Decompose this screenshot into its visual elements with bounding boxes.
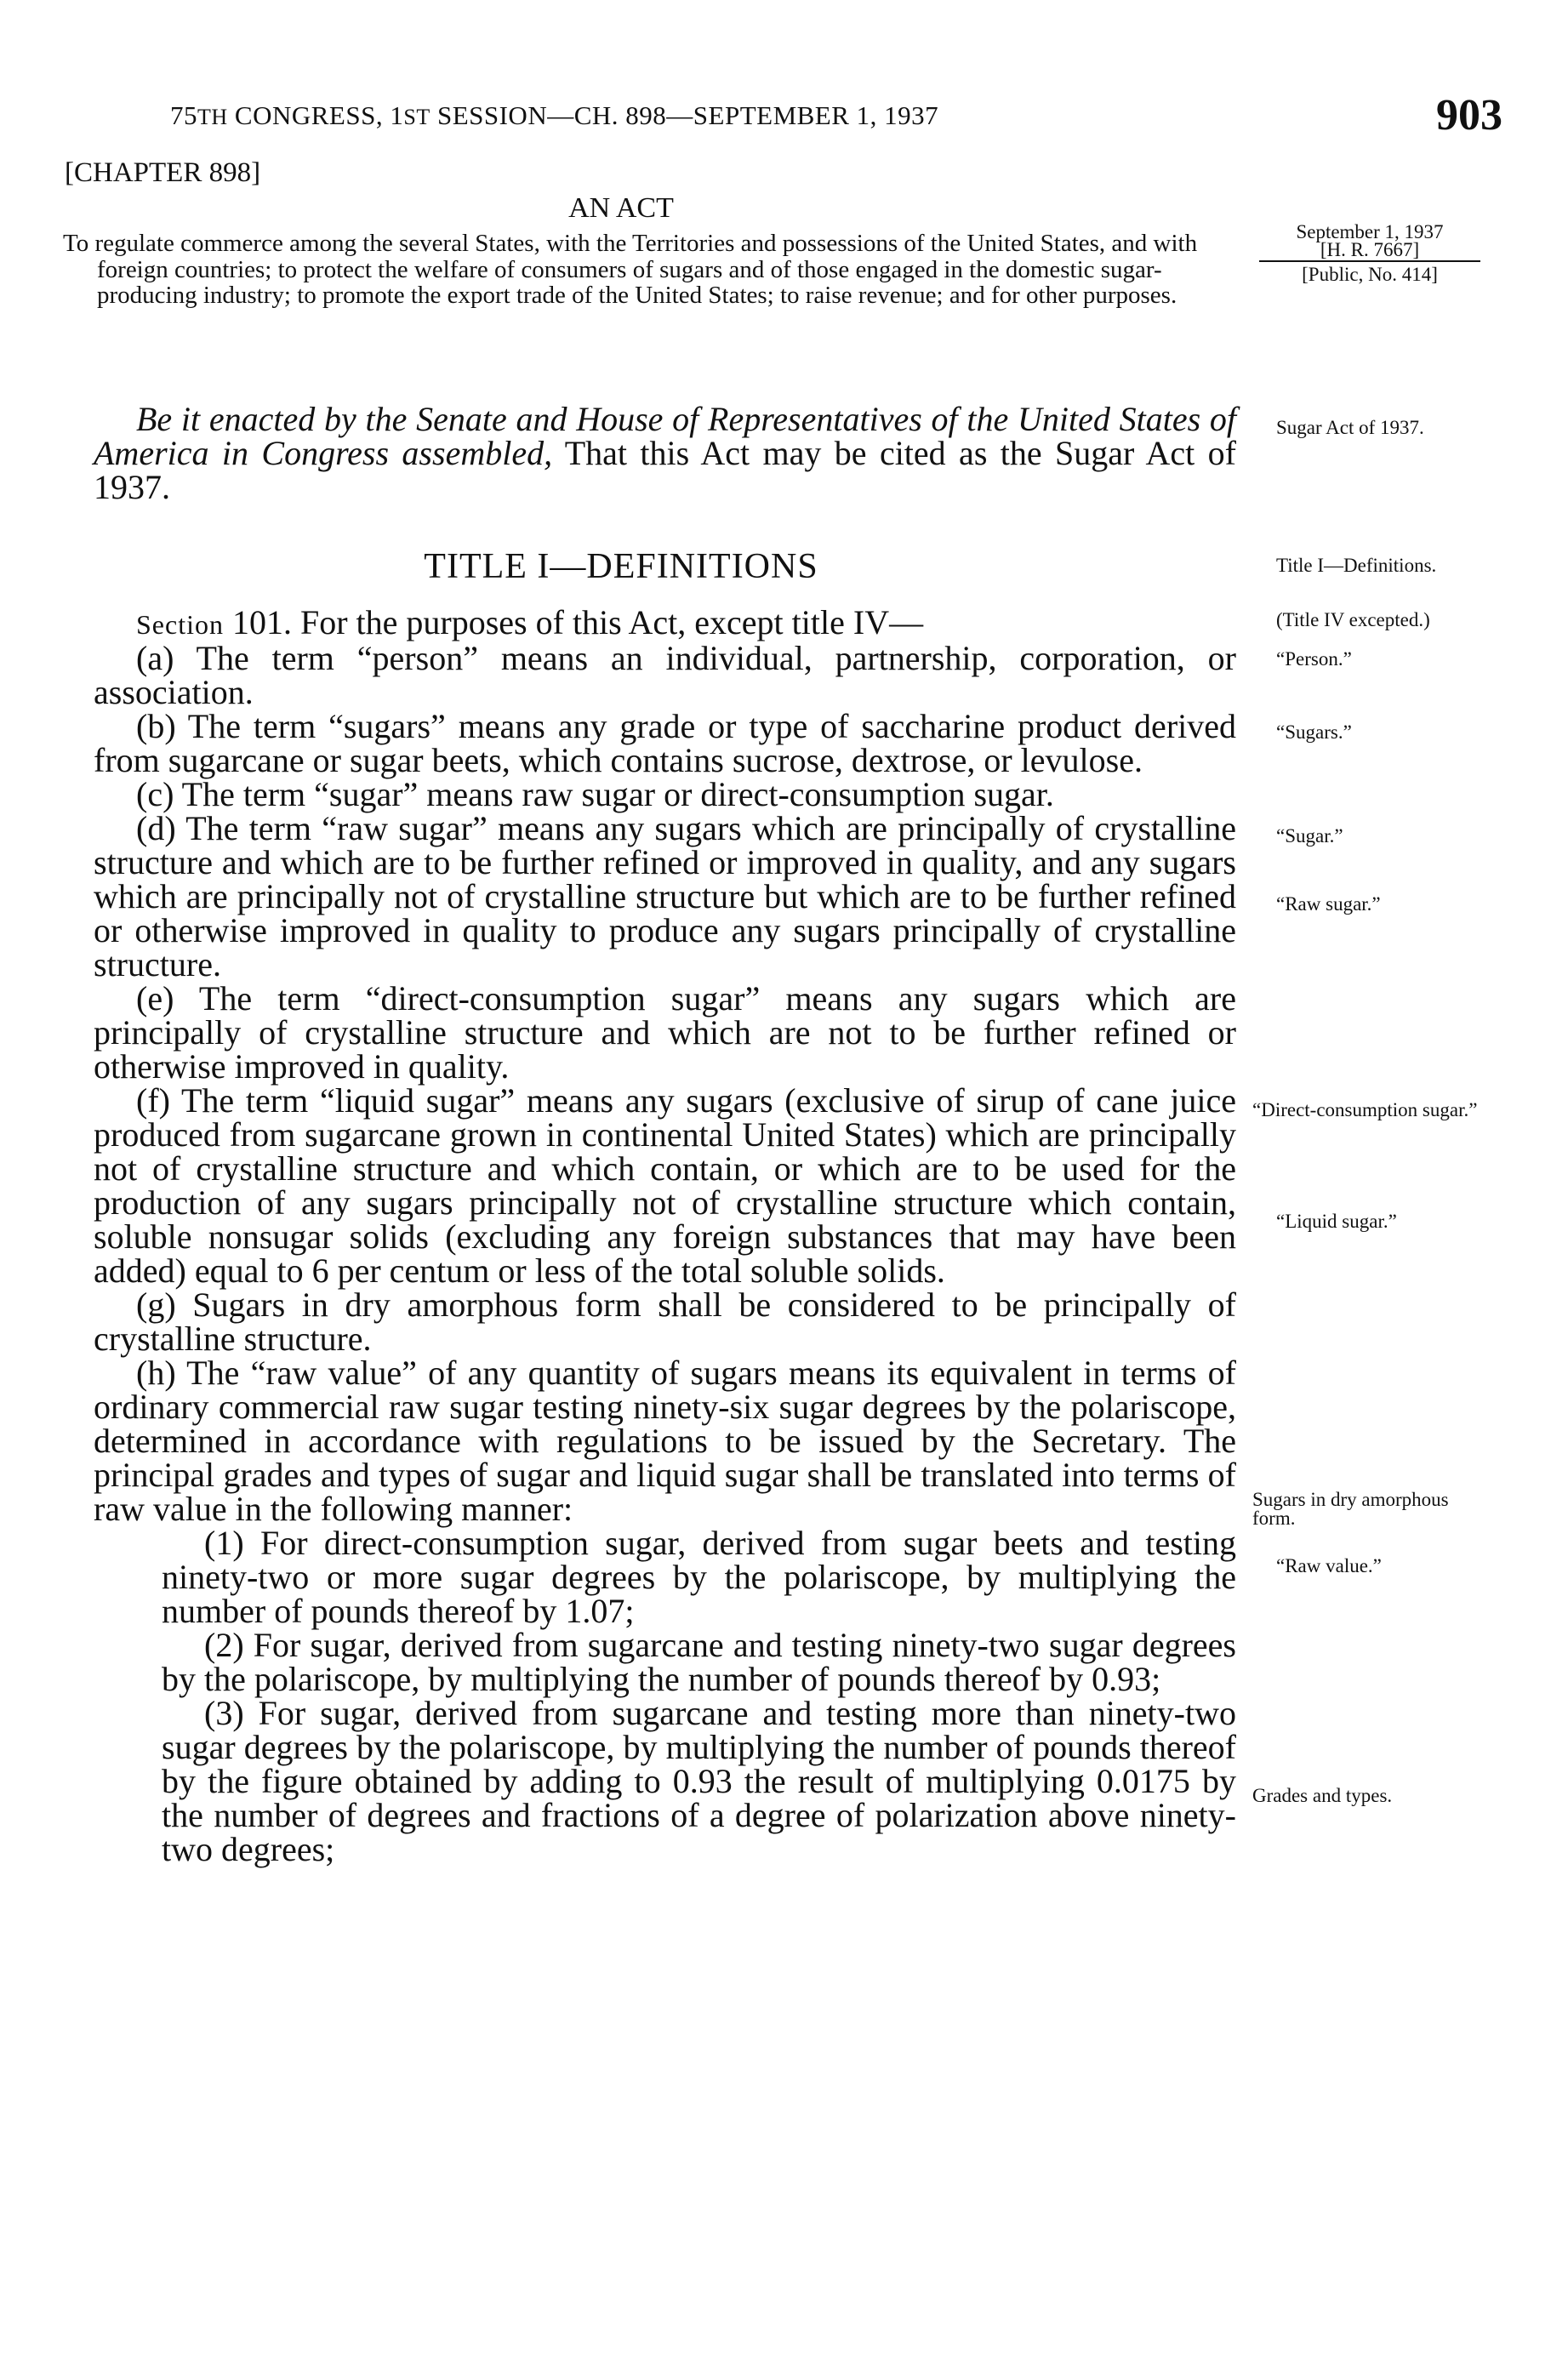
section-text: 101. For the purposes of this Act, except title IV—	[223, 603, 924, 641]
margin-rule	[1259, 260, 1480, 262]
sidenote-sugar: “Sugar.”	[1276, 825, 1343, 847]
enacting-clause	[94, 402, 1236, 504]
sidenote-title-iv: (Title IV excepted.)	[1276, 609, 1430, 630]
long-title	[63, 231, 1237, 309]
sidenote-sugars: “Sugars.”	[1276, 721, 1352, 743]
running-head-sup2: ST	[403, 105, 430, 129]
paragraph-d: (d) The term “raw sugar” means any sugars which are principally of crystalline structure and which are to be further refined or improved in quality, and any sugars which are principally not of crystalline structure but which are to be further refined or otherwise improved in quality to produce any sugars principally of crystalline structure.	[94, 809, 1236, 983]
sidenote-sugar-act: Sugar Act of 1937.	[1276, 417, 1424, 438]
subparagraph-3: (3) For sugar, derived from sugarcane and testing more than ninety-two sugar degrees by the polariscope, by multiplying the number of pounds thereof by the figure obtained by adding to 0.93 the result of multiplying 0.0175 by the number of degrees and fractions of a degree of polarization above ninety-two degrees;	[162, 1694, 1236, 1868]
an-act-heading: AN ACT	[568, 192, 674, 224]
enacting-italic: Be it enacted by the Senate and House of Representatives of the United States of America in Congress assembled,	[94, 400, 1236, 472]
paragraph-f: (f) The term “liquid sugar” means any sugars (exclusive of sirup of cane juice produced from sugarcane grown in continental United States) which are principally not of crystalline structure and which contain, or which are to be used for the production of any sugars principally not of crystalline structure which contain, soluble nonsugar solids (excluding any foreign substances that may have been added) equal to 6 per centum or less of the total soluble solids.	[94, 1081, 1236, 1290]
margin-public: [Public, No. 414]	[1302, 264, 1438, 285]
running-head-sup1: TH	[197, 105, 228, 129]
sidenote-dry-amorphous: Sugars in dry amorphous form.	[1252, 1489, 1449, 1529]
subparagraph-1: (1) For direct-consumption sugar, derived from sugar beets and testing ninety-two or more sugar degrees by the polariscope, by multiplying the number of pounds thereof by 1.07;	[162, 1524, 1236, 1630]
running-head-part2: CONGRESS, 1	[227, 100, 404, 130]
running-head-part1: 75	[170, 100, 197, 130]
page-number: 903	[1436, 91, 1502, 140]
sidenote-liquid-sugar: “Liquid sugar.”	[1276, 1211, 1397, 1232]
section-body	[94, 603, 1236, 1868]
long-title-text: To regulate commerce among the several States, with the Territories and possessions of the United States, and with foreign countries; to protect the welfare of consumers of sugars and of those engaged in the domestic sugar-producing industry; to promote the export trade of the United States; to raise revenue; and for other purposes.	[63, 230, 1198, 309]
subparagraph-2: (2) For sugar, derived from sugarcane and testing ninety-two sugar degrees by the polariscope, by multiplying the number of pounds thereof by 0.93;	[162, 1626, 1236, 1698]
running-head	[170, 100, 938, 131]
margin-bill: [H. R. 7667]	[1320, 239, 1420, 260]
paragraph-g: (g) Sugars in dry amorphous form shall be considered to be principally of crystalline structure.	[94, 1285, 1236, 1358]
running-head-part3: SESSION—CH. 898—SEPTEMBER 1, 1937	[430, 100, 939, 130]
sidenote-direct-consumption: “Direct-consumption sugar.”	[1252, 1099, 1478, 1120]
paragraph-a: (a) The term “person” means an individual, partnership, corporation, or association.	[94, 639, 1236, 711]
sidenote-title-defs: Title I—Definitions.	[1276, 555, 1437, 576]
paragraph-c: (c) The term “sugar” means raw sugar or direct-consumption sugar.	[136, 775, 1054, 813]
sidenote-grades: Grades and types.	[1252, 1785, 1393, 1806]
sidenote-raw-sugar: “Raw sugar.”	[1276, 893, 1381, 915]
sidenote-raw-value: “Raw value.”	[1276, 1555, 1382, 1576]
chapter-label: [CHAPTER 898]	[65, 157, 261, 188]
paragraph-h: (h) The “raw value” of any quantity of sugars means its equivalent in terms of ordinary commercial raw sugar testing ninety-six sugar degrees by the polariscope, determined in accordance with regulations to be issued by the Secretary. The principal grades and types of sugar and liquid sugar shall be translated into terms of raw value in the following manner:	[94, 1354, 1236, 1528]
margin-date: September 1, 1937	[1296, 221, 1444, 242]
paragraph-e: (e) The term “direct-consumption sugar” means any sugars which are principally of crystalline structure and which are not to be further refined or otherwise improved in quality.	[94, 979, 1236, 1086]
section-label: Section	[136, 609, 224, 640]
sidenote-person: “Person.”	[1276, 648, 1352, 670]
enacting-rest: That this Act may be cited as the Sugar Act of 1937.	[94, 434, 1236, 506]
section-intro	[94, 603, 1236, 641]
paragraph-b: (b) The term “sugars” means any grade or type of saccharine product derived from sugarcane or sugar beets, which contains sucrose, dextrose, or levulose.	[94, 707, 1236, 779]
title-heading: TITLE I—DEFINITIONS	[424, 547, 818, 586]
